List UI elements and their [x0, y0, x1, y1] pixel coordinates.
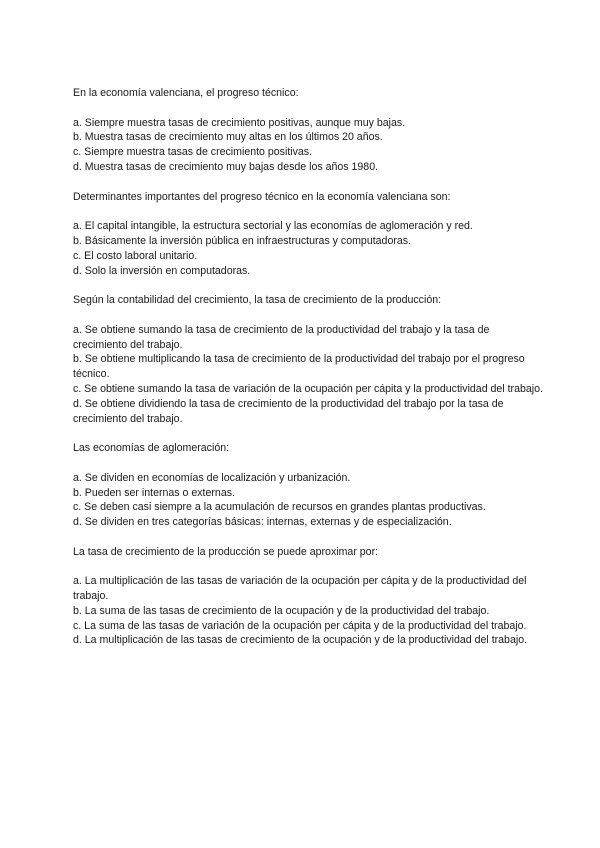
question-5 [73, 545, 543, 649]
answer-option: b. La suma de las tasas de crecimiento de la ocupación y de la productividad del trabajo. [73, 604, 490, 617]
answer-option: b. Se obtiene multiplicando la tasa de crecimiento de la productividad del trabajo por el progreso técnico. [73, 353, 525, 381]
answer-options [73, 323, 543, 427]
document-page [73, 86, 543, 663]
question-2 [73, 190, 543, 279]
question-text: Determinantes importantes del progreso técnico en la economía valenciana son: [73, 190, 451, 203]
answer-options [73, 219, 543, 278]
answer-options [73, 116, 543, 175]
answer-option: d. La multiplicación de las tasas de crecimiento de la ocupación y de la productividad del trabajo. [73, 634, 528, 647]
answer-option: c. Se obtiene sumando la tasa de variación de la ocupación per cápita y la productividad del trabajo. [73, 382, 543, 395]
answer-option: b. Pueden ser internas o externas. [73, 486, 235, 499]
question-text: Las economías de aglomeración: [73, 442, 230, 455]
answer-option: a. El capital intangible, la estructura sectorial y las economías de aglomeración y red. [73, 220, 473, 233]
answer-option: a. Se dividen en economías de localización y urbanización. [73, 471, 351, 484]
question-text: En la economía valenciana, el progreso técnico: [73, 87, 299, 99]
answer-option: c. Siempre muestra tasas de crecimiento positivas. [73, 146, 313, 159]
answer-options [73, 574, 543, 648]
answer-option: d. Se obtiene dividiendo la tasa de crecimiento de la productividad del trabajo por la tasa de crecimiento del trabajo. [73, 397, 504, 425]
answer-option: a. Siempre muestra tasas de crecimiento positivas, aunque muy bajas. [73, 116, 406, 129]
question-1 [73, 86, 543, 175]
question-4 [73, 441, 543, 530]
answer-option: a. Se obtiene sumando la tasa de crecimiento de la productividad del trabajo y la tasa de crecimiento del trabajo. [73, 323, 490, 351]
answer-option: a. La multiplicación de las tasas de variación de la ocupación per cápita y de la productividad del trabajo. [73, 575, 527, 603]
question-text: La tasa de crecimiento de la producción se puede aproximar por: [73, 545, 379, 558]
answer-option: b. Muestra tasas de crecimiento muy altas en los últimos 20 años. [73, 131, 383, 144]
answer-option: c. Se deben casi siempre a la acumulación de recursos en grandes plantas productivas. [73, 501, 486, 514]
answer-option: c. El costo laboral unitario. [73, 249, 198, 262]
answer-option: d. Solo la inversión en computadoras. [73, 264, 251, 277]
answer-option: d. Muestra tasas de crecimiento muy bajas desde los años 1980. [73, 160, 379, 173]
question-3 [73, 293, 543, 426]
answer-options [73, 471, 543, 530]
answer-option: c. La suma de las tasas de variación de la ocupación per cápita y de la productividad del trabajo. [73, 619, 527, 632]
question-text: Según la contabilidad del crecimiento, la tasa de crecimiento de la producción: [73, 294, 442, 307]
answer-option: d. Se dividen en tres categorías básicas: internas, externas y de especialización. [73, 516, 452, 529]
answer-option: b. Básicamente la inversión pública en infraestructuras y computadoras. [73, 234, 411, 247]
